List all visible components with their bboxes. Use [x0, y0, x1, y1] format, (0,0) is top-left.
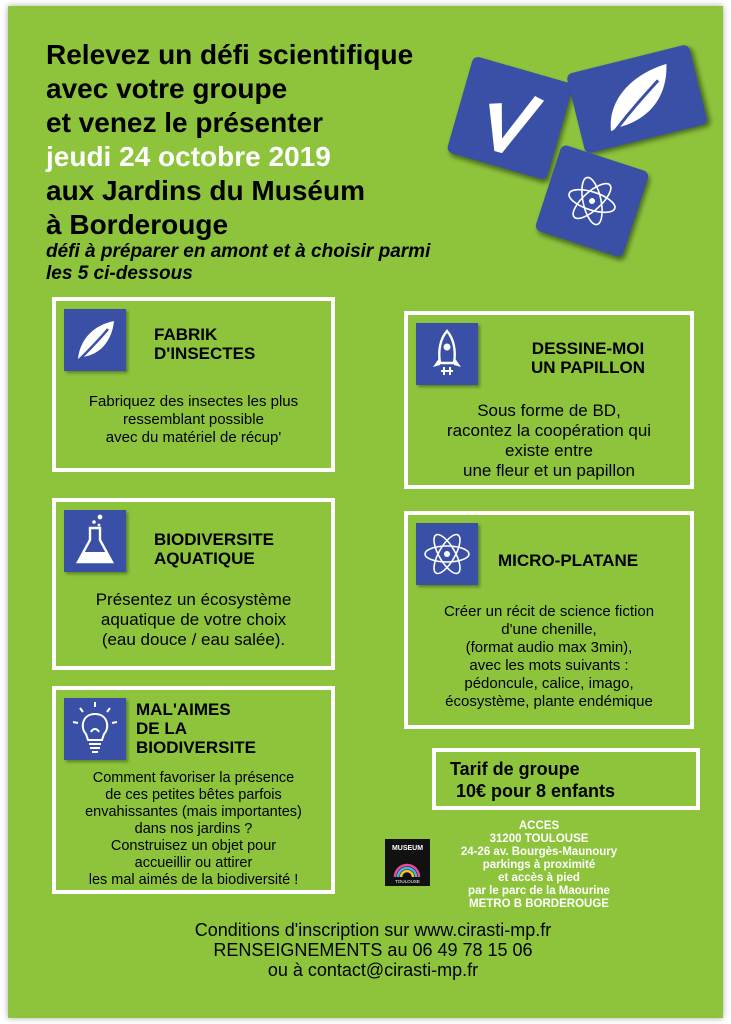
tarif-line-2: 10€ pour 8 enfants — [456, 781, 616, 801]
card-body: Comment favoriser la présence de ces petites bêtes parfois envahissantes (mais importantes) dans nos jardins ? Construisez un objet pour accueillir ou attirer les mal aimés de la biodiversité ! — [85, 770, 302, 888]
rocket-icon-box — [416, 323, 478, 385]
subline-line-2: les 5 ci-dessous — [46, 263, 193, 284]
footer-line-2: RENSEIGNEMENTS au 06 49 78 15 06 — [213, 940, 533, 960]
headline-line-2: avec votre groupe — [46, 73, 288, 104]
card-title: BIODIVERSITE AQUATIQUE — [154, 530, 274, 568]
access-line: et accès à pied — [498, 872, 580, 884]
footer-line-1: Conditions d'inscription sur www.cirasti-mp.fr — [194, 920, 552, 940]
footer-line-3: ou à contact@cirasti-mp.fr — [267, 960, 479, 980]
challenge-card-micro-platane — [404, 511, 694, 729]
headline-line-5: aux Jardins du Muséum — [46, 175, 365, 206]
atom-icon — [416, 523, 478, 585]
rocket-icon — [416, 323, 478, 385]
access-line: parkings à proximité — [482, 859, 596, 871]
card-body: Fabriquez des insectes les plus ressemblant possible avec du matériel de récup' — [88, 393, 299, 446]
logo-name: MUSEUM — [391, 845, 424, 852]
card-body: Créer un récit de science fiction d'une chenille, (format audio max 3min), avec les mots suivants : pédoncule, calice, imago, écosystème, plante endémique — [443, 603, 655, 710]
headline-date: jeudi 24 octobre 2019 — [46, 141, 331, 172]
lightbulb-icon-box — [64, 698, 126, 760]
flask-icon-box — [64, 510, 126, 572]
challenge-card-mal-aimes — [52, 686, 335, 894]
footer-contact — [68, 920, 678, 980]
card-body: Présentez un écosystème aquatique de votre choix (eau douce / eau salée). — [95, 590, 292, 649]
tarif-box — [432, 748, 700, 810]
leaf-icon-box — [64, 309, 126, 371]
access-line: METRO B BORDEROUGE — [469, 898, 609, 910]
headline-line-6: à Borderouge — [46, 209, 229, 240]
card-title: FABRIK D'INSECTES — [154, 325, 256, 363]
logo-city: TOULOUSE — [395, 879, 420, 884]
headline-line-1: Relevez un défi scientifique — [46, 39, 414, 70]
poster — [8, 6, 723, 1018]
leaf-icon — [64, 309, 126, 371]
card-title: DESSINE-MOI UN PAPILLON — [531, 339, 645, 377]
challenge-card-biodiversite-aquatique — [52, 498, 335, 670]
subline — [46, 241, 566, 285]
leaf-tile — [566, 44, 708, 154]
access-line: 31200 TOULOUSE — [489, 833, 589, 845]
card-title: MAL'AIMES DE LA BIODIVERSITE — [136, 700, 256, 757]
headline — [46, 38, 466, 242]
headline-line-3: et venez le présenter — [46, 107, 324, 138]
subline-line-1: défi à préparer en amont et à choisir parmi — [46, 241, 431, 262]
lightbulb-icon — [64, 698, 126, 760]
access-line: ACCES — [518, 820, 560, 832]
atom-icon-box — [416, 523, 478, 585]
card-title: MICRO-PLATANE — [498, 551, 639, 570]
access-line: par le parc de la Maourine — [468, 885, 610, 897]
access-line: 24-26 av. Bourgès-Maunoury — [460, 846, 618, 858]
card-body: Sous forme de BD, racontez la coopération qui existe entre une fleur et un papillon — [446, 401, 652, 480]
leaf-icon — [566, 44, 708, 154]
challenge-card-fabrik — [52, 297, 335, 472]
challenge-card-papillon — [404, 311, 694, 489]
tarif-line-1: Tarif de groupe — [450, 759, 580, 779]
access-info — [423, 820, 655, 911]
flask-icon — [64, 510, 126, 572]
